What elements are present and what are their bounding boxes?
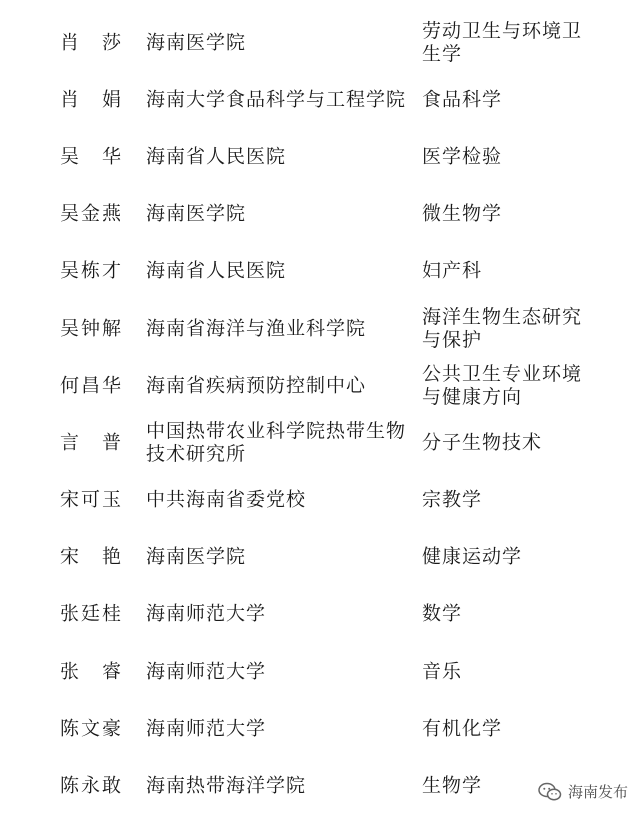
specialty: 数学 bbox=[422, 602, 463, 625]
specialty: 生物学 bbox=[422, 774, 483, 797]
table-row bbox=[0, 586, 638, 643]
table-row bbox=[0, 414, 638, 471]
watermark-text: 海南发布 bbox=[567, 783, 628, 801]
person-name: 张 睿 bbox=[60, 660, 124, 683]
organization: 海南省海洋与渔业科学院 bbox=[146, 317, 367, 340]
specialty: 医学检验 bbox=[422, 145, 503, 168]
roster-table bbox=[0, 14, 638, 815]
organization: 海南医学院 bbox=[146, 31, 247, 54]
specialty: 食品科学 bbox=[422, 88, 503, 111]
organization: 海南省人民医院 bbox=[146, 259, 287, 282]
specialty: 音乐 bbox=[422, 660, 463, 683]
wechat-icon bbox=[538, 782, 562, 802]
table-row bbox=[0, 128, 638, 185]
specialty: 分子生物技术 bbox=[422, 431, 543, 454]
table-row bbox=[0, 529, 638, 586]
person-name: 吴栋才 bbox=[60, 259, 124, 282]
organization: 海南医学院 bbox=[146, 545, 247, 568]
specialty: 公共卫生专业环境与健康方向 bbox=[422, 362, 583, 408]
table-row bbox=[0, 14, 638, 71]
table-row bbox=[0, 300, 638, 357]
organization: 海南医学院 bbox=[146, 202, 247, 225]
table-row bbox=[0, 243, 638, 300]
person-name: 宋可玉 bbox=[60, 488, 124, 511]
person-name: 言 普 bbox=[60, 431, 124, 454]
table-row bbox=[0, 186, 638, 243]
person-name: 吴钟解 bbox=[60, 317, 124, 340]
person-name: 肖 娟 bbox=[60, 88, 124, 111]
person-name: 宋 艳 bbox=[60, 545, 124, 568]
organization: 海南省人民医院 bbox=[146, 145, 287, 168]
table-row bbox=[0, 472, 638, 529]
table-row bbox=[0, 700, 638, 757]
specialty: 健康运动学 bbox=[422, 545, 523, 568]
organization: 海南师范大学 bbox=[146, 660, 267, 683]
organization: 海南师范大学 bbox=[146, 602, 267, 625]
specialty: 宗教学 bbox=[422, 488, 483, 511]
organization: 海南省疾病预防控制中心 bbox=[146, 374, 367, 397]
specialty: 海洋生物生态研究与保护 bbox=[422, 305, 583, 351]
person-name: 何昌华 bbox=[60, 374, 124, 397]
specialty: 有机化学 bbox=[422, 717, 503, 740]
specialty: 妇产科 bbox=[422, 259, 483, 282]
specialty: 微生物学 bbox=[422, 202, 503, 225]
person-name: 吴 华 bbox=[60, 145, 124, 168]
person-name: 陈文豪 bbox=[60, 717, 124, 740]
specialty: 劳动卫生与环境卫生学 bbox=[422, 19, 583, 65]
organization: 海南师范大学 bbox=[146, 717, 267, 740]
person-name: 肖 莎 bbox=[60, 31, 124, 54]
organization: 中共海南省委党校 bbox=[146, 488, 307, 511]
person-name: 吴金燕 bbox=[60, 202, 124, 225]
person-name: 陈永敢 bbox=[60, 774, 124, 797]
organization: 中国热带农业科学院热带生物技术研究所 bbox=[146, 419, 407, 465]
table-row bbox=[0, 643, 638, 700]
watermark bbox=[538, 781, 628, 802]
table-row bbox=[0, 357, 638, 414]
table-row bbox=[0, 71, 638, 128]
organization: 海南大学食品科学与工程学院 bbox=[146, 88, 407, 111]
person-name: 张廷桂 bbox=[60, 602, 124, 625]
organization: 海南热带海洋学院 bbox=[146, 774, 307, 797]
